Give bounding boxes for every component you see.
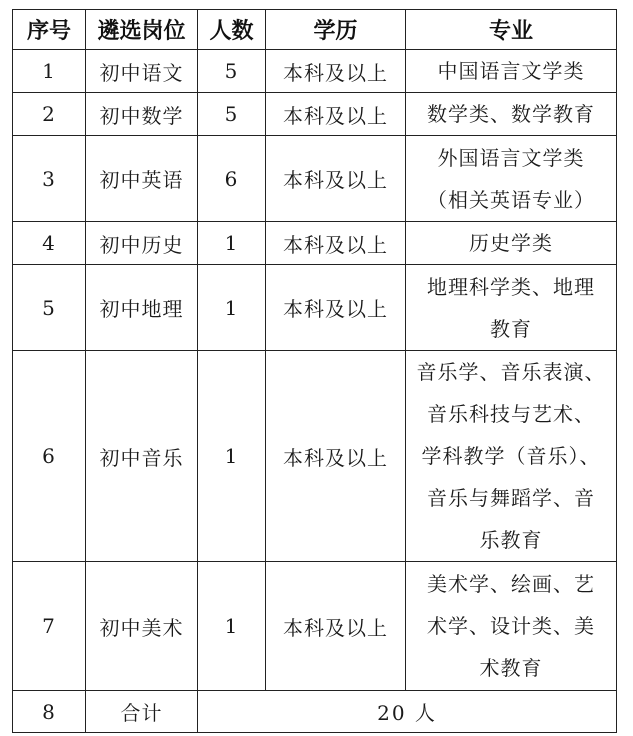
cell-position: 初中历史 <box>86 222 198 265</box>
cell-major <box>406 93 617 136</box>
cell-seq: 8 <box>13 691 86 733</box>
cell-position: 初中数学 <box>86 93 198 136</box>
major-line: 地理科学类、地理 <box>427 274 595 299</box>
major-line: 术教育 <box>479 656 543 680</box>
cell-count: 6 <box>198 136 266 222</box>
cell-seq: 4 <box>13 222 86 265</box>
major-line: 外国语言文学类 <box>437 145 585 170</box>
total-row <box>13 691 617 733</box>
cell-count: 1 <box>198 222 266 265</box>
major-line: 数学类、数学教育 <box>427 102 595 126</box>
table-row <box>13 222 617 265</box>
cell-major <box>406 351 617 562</box>
cell-count: 1 <box>198 562 266 691</box>
cell-major <box>406 136 617 222</box>
table-row <box>13 50 617 93</box>
cell-count: 1 <box>198 265 266 351</box>
major-line: 音乐学、音乐表演、 <box>416 360 606 384</box>
header-seq: 序号 <box>13 10 86 50</box>
table-row <box>13 562 617 691</box>
major-line: 教育 <box>490 316 532 341</box>
major-line: 历史学类 <box>469 231 553 255</box>
cell-seq: 1 <box>13 50 86 93</box>
cell-position: 初中美术 <box>86 562 198 691</box>
cell-seq: 5 <box>13 265 86 351</box>
header-education: 学历 <box>266 10 406 50</box>
cell-education: 本科及以上 <box>266 93 406 136</box>
cell-education: 本科及以上 <box>266 50 406 93</box>
major-line: 术学、设计类、美 <box>427 614 595 638</box>
recruitment-table <box>12 9 617 733</box>
header-major: 专业 <box>406 10 617 50</box>
cell-count: 5 <box>198 50 266 93</box>
table-row <box>13 136 617 222</box>
table-wrapper <box>12 9 617 733</box>
cell-education: 本科及以上 <box>266 222 406 265</box>
header-count: 人数 <box>198 10 266 50</box>
cell-major <box>406 562 617 691</box>
cell-education: 本科及以上 <box>266 265 406 351</box>
cell-education: 本科及以上 <box>266 136 406 222</box>
header-row <box>13 10 617 50</box>
cell-seq: 7 <box>13 562 86 691</box>
cell-count: 5 <box>198 93 266 136</box>
cell-major <box>406 222 617 265</box>
major-line: 学科教学（音乐）、 <box>421 444 601 468</box>
cell-position: 初中地理 <box>86 265 198 351</box>
cell-position: 初中音乐 <box>86 351 198 562</box>
major-line: 中国语言文学类 <box>437 59 585 83</box>
cell-seq: 6 <box>13 351 86 562</box>
cell-education: 本科及以上 <box>266 562 406 691</box>
major-line: 音乐与舞蹈学、音 <box>427 486 595 510</box>
cell-seq: 2 <box>13 93 86 136</box>
table-row <box>13 351 617 562</box>
table-row <box>13 93 617 136</box>
cell-seq: 3 <box>13 136 86 222</box>
total-value: 20 人 <box>198 691 617 733</box>
cell-count: 1 <box>198 351 266 562</box>
cell-major <box>406 50 617 93</box>
major-line: 乐教育 <box>479 528 543 552</box>
major-line: （相关英语专业） <box>427 187 595 212</box>
major-line: 美术学、绘画、艺 <box>427 572 595 596</box>
header-position: 遴选岗位 <box>86 10 198 50</box>
cell-position: 初中语文 <box>86 50 198 93</box>
major-line: 音乐科技与艺术、 <box>427 402 595 426</box>
cell-education: 本科及以上 <box>266 351 406 562</box>
table-row <box>13 265 617 351</box>
cell-position: 初中英语 <box>86 136 198 222</box>
cell-major <box>406 265 617 351</box>
total-label: 合计 <box>86 691 198 733</box>
